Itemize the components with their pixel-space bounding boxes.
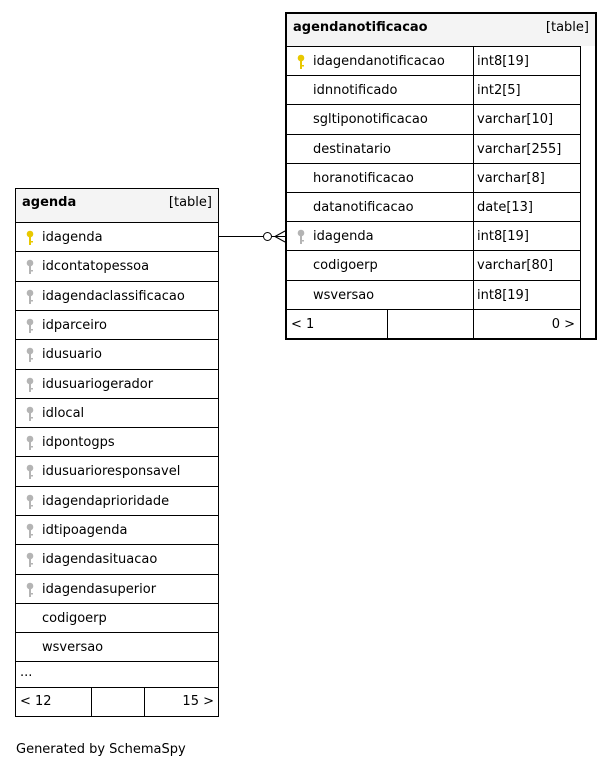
parents-count[interactable]: < 1 — [291, 317, 315, 332]
column-name: idnnotificado — [313, 83, 398, 99]
column-name: datanotificacao — [313, 200, 414, 215]
more-columns-row[interactable] — [16, 661, 218, 688]
column-type: int8[19] — [473, 281, 529, 310]
edge-zero-marker — [264, 233, 272, 241]
table-name: agenda — [22, 195, 77, 210]
column-row[interactable] — [287, 221, 581, 251]
table-name: agendanotificacao — [293, 20, 428, 35]
column-name: idusuario — [42, 347, 102, 363]
column-name: wsversao — [42, 640, 104, 656]
column-name: idpontogps — [42, 435, 115, 451]
column-name: destinatario — [313, 141, 391, 157]
column-type: varchar[10] — [473, 105, 553, 134]
column-name: idagendaclassificacao — [42, 288, 185, 304]
column-name: idcontatopessoa — [42, 259, 150, 275]
column-name: horanotificacao — [313, 170, 414, 186]
column-row[interactable] — [287, 280, 581, 310]
column-row[interactable] — [16, 398, 218, 428]
column-row[interactable] — [16, 427, 218, 457]
column-name: codigoerp — [313, 258, 378, 274]
column-row[interactable] — [16, 515, 218, 545]
column-row[interactable] — [287, 250, 581, 280]
column-row[interactable] — [16, 281, 218, 311]
column-type: int2[5] — [473, 76, 521, 105]
column-row[interactable] — [287, 46, 581, 76]
column-name: idparceiro — [42, 317, 107, 333]
children-count[interactable]: 0 > — [551, 317, 575, 332]
column-row[interactable] — [16, 251, 218, 281]
column-row[interactable] — [16, 310, 218, 340]
table-agendanotificacao[interactable] — [285, 12, 597, 340]
parents-count[interactable]: < 12 — [20, 694, 52, 709]
column-name: idusuarioresponsavel — [42, 464, 181, 480]
table-kind-label: [table] — [168, 195, 212, 210]
children-count[interactable]: 15 > — [182, 694, 214, 709]
column-row[interactable] — [16, 603, 218, 633]
column-row[interactable] — [287, 163, 581, 193]
scrollbar-gutter — [580, 46, 581, 338]
table-kind-label: [table] — [545, 20, 589, 35]
column-row[interactable] — [16, 632, 218, 662]
edge-crowfoot-lower — [275, 237, 285, 243]
column-name: idagenda — [313, 229, 374, 245]
column-row[interactable] — [287, 134, 581, 164]
column-name: idagenda — [42, 230, 103, 245]
column-row[interactable] — [287, 104, 581, 134]
column-type: varchar[8] — [473, 164, 545, 193]
column-type: varchar[80] — [473, 251, 553, 280]
column-row[interactable] — [16, 339, 218, 369]
column-row[interactable] — [287, 75, 581, 105]
column-name: idlocal — [42, 405, 85, 421]
column-row[interactable] — [16, 369, 218, 399]
column-type: int8[19] — [473, 47, 529, 76]
relationship-counts-row — [16, 687, 218, 716]
generated-by-footer: Generated by SchemaSpy — [16, 742, 186, 757]
relationship-counts-row — [287, 309, 581, 339]
column-row[interactable] — [16, 456, 218, 486]
table-header[interactable] — [16, 189, 218, 222]
column-type: varchar[255] — [473, 135, 561, 164]
column-name: idtipoagenda — [42, 523, 128, 538]
column-row[interactable] — [16, 486, 218, 516]
column-name: idusuariogerador — [42, 376, 154, 392]
column-row[interactable] — [287, 192, 581, 222]
more-columns-indicator: ... — [20, 665, 33, 680]
column-name: wsversao — [313, 287, 375, 303]
column-name: sgltiponotificacao — [313, 112, 428, 128]
column-row[interactable] — [16, 222, 218, 252]
column-name: idagendasituacao — [42, 552, 158, 568]
column-type: int8[19] — [473, 222, 529, 251]
table-agenda[interactable] — [15, 188, 219, 717]
column-name: idagendaprioridade — [42, 493, 170, 509]
edge-crowfoot-upper — [275, 231, 285, 237]
column-name: codigoerp — [42, 610, 107, 626]
column-name: idagendanotificacao — [313, 54, 445, 69]
column-row[interactable] — [16, 544, 218, 574]
column-type: date[13] — [473, 193, 533, 222]
table-header[interactable] — [287, 14, 595, 46]
column-name: idagendasuperior — [42, 581, 157, 597]
column-row[interactable] — [16, 574, 218, 604]
